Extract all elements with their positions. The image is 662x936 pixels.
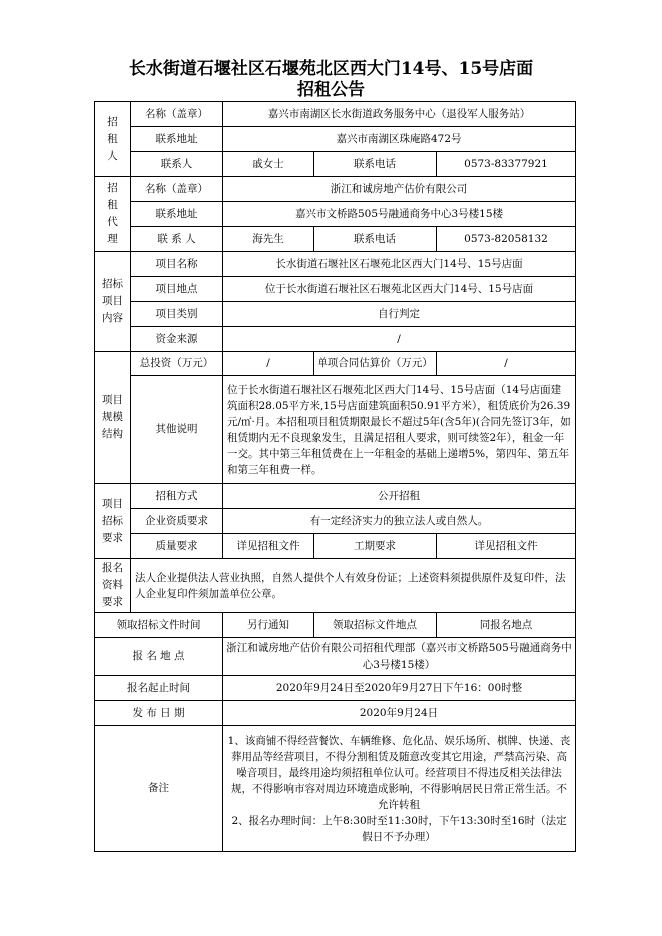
lessor-phone-label: 联系电话 bbox=[314, 152, 437, 177]
remarks-label: 备注 bbox=[95, 726, 223, 852]
agent-phone-label: 联系电话 bbox=[314, 227, 437, 252]
scale-other-text: 位于长水街道石堰社区石堰苑北区西大门14号、15号店面（14号店面建筑面积28.05平方米,15号店面建筑面积50.91平方米），租赁底价为26.39元/㎡·月。本招租项目租赁期限最长不超过5年(含5年)(合同先签订3年，如租赁期内无不良现象发生，且满足招租人要求，则可续签2年），租金一年一交。其中第三年租赁费在上一年租金的基础上递增5%，第四年、第五年和第三年租费一样。 bbox=[223, 376, 576, 484]
scale-total: / bbox=[223, 352, 314, 376]
period-label: 工期要求 bbox=[314, 534, 437, 559]
remarks-item-2: 2、报名办理时间：上午8:30时至11:30时，下午13:30时至16时（法定假日不予办理） bbox=[231, 814, 567, 843]
quality-label: 质量要求 bbox=[131, 534, 223, 559]
docs-time: 另行通知 bbox=[223, 613, 314, 638]
method-label: 招租方式 bbox=[131, 484, 223, 509]
lessor-contact-label: 联系人 bbox=[131, 152, 223, 177]
requirements-section-label: 项目招标要求 bbox=[95, 484, 131, 559]
page-title: 长水街道石堰社区石堰苑北区西大门14号、15号店面 bbox=[128, 59, 534, 79]
docs-place-label: 领取招标文件地点 bbox=[314, 613, 437, 638]
scale-other-label: 其他说明 bbox=[131, 376, 223, 484]
lessor-name-label: 名称（盖章） bbox=[131, 102, 223, 127]
docs-place: 同报名地点 bbox=[437, 613, 576, 638]
project-location-label: 项目地点 bbox=[131, 277, 223, 302]
project-funding: / bbox=[223, 327, 576, 352]
agent-section-label: 招租代理 bbox=[95, 177, 131, 252]
remarks-item-1: 1、该商铺不得经营餐饮、车辆维修、危化品、娱乐场所、棋牌、快递、丧葬用品等经营项目，不得分割租赁及随意改变其它用途，严禁高污染、高噪音项目，最终用途均须招租单位认可。经营项目不得违反相关法律法规，不得影响市容对周边环境造成影响，不得影响居民日常正常生活。不允许转租 bbox=[227, 734, 571, 811]
period-value: 详见招租文件 bbox=[437, 534, 576, 559]
scale-total-label: 总投资（万元） bbox=[131, 352, 223, 376]
agent-contact: 海先生 bbox=[223, 227, 314, 252]
notice-table bbox=[94, 101, 576, 852]
lessor-phone: 0573-83377921 bbox=[437, 152, 576, 177]
agent-name-label: 名称（盖章） bbox=[131, 177, 223, 202]
registration-period-label: 报名起止时间 bbox=[95, 676, 223, 701]
agent-contact-label: 联 系 人 bbox=[131, 227, 223, 252]
project-name: 长水街道石堰社区石堰苑北区西大门14号、15号店面 bbox=[223, 252, 576, 277]
registration-place-label: 报 名 地 点 bbox=[95, 638, 223, 676]
lessor-section-label: 招租人 bbox=[95, 102, 131, 177]
scale-single-label: 单项合同估算价（万元） bbox=[314, 352, 437, 376]
lessor-contact: 戚女士 bbox=[223, 152, 314, 177]
project-section-label: 招标项目内容 bbox=[95, 252, 131, 352]
materials-text: 法人企业提供法人营业执照，自然人提供个人有效身份证；上述资料须提供原件及复印件，法人企业复印件须加盖单位公章。 bbox=[131, 559, 576, 613]
docs-time-label: 领取招标文件时间 bbox=[95, 613, 223, 638]
lessor-name: 嘉兴市南湖区长水街道政务服务中心（退役军人服务站） bbox=[223, 102, 576, 127]
lessor-address-label: 联系地址 bbox=[131, 127, 223, 152]
qualification-value: 有一定经济实力的独立法人或自然人。 bbox=[223, 509, 576, 534]
project-location: 位于长水街道石堰社区石堰苑北区西大门14号、15号店面 bbox=[223, 277, 576, 302]
agent-address-label: 联系地址 bbox=[131, 202, 223, 227]
agent-phone: 0573-82058132 bbox=[437, 227, 576, 252]
scale-single: / bbox=[437, 352, 576, 376]
publish-date-label: 发 布 日 期 bbox=[95, 701, 223, 726]
materials-section-label: 报名资料要求 bbox=[95, 559, 131, 613]
project-funding-label: 资金来源 bbox=[131, 327, 223, 352]
qualification-label: 企业资质要求 bbox=[131, 509, 223, 534]
quality-value: 详见招租文件 bbox=[223, 534, 314, 559]
method-value: 公开招租 bbox=[223, 484, 576, 509]
agent-name: 浙江和诚房地产估价有限公司 bbox=[223, 177, 576, 202]
registration-place: 浙江和诚房地产估价有限公司招租代理部（嘉兴市文桥路505号融通商务中心3号楼15楼） bbox=[223, 638, 576, 676]
publish-date: 2020年9月24日 bbox=[223, 701, 576, 726]
project-type-label: 项目类别 bbox=[131, 302, 223, 327]
remarks-content bbox=[223, 726, 576, 852]
project-name-label: 项目名称 bbox=[131, 252, 223, 277]
page-subtitle: 招租公告 bbox=[297, 80, 365, 100]
agent-address: 嘉兴市文桥路505号融通商务中心3号楼15楼 bbox=[223, 202, 576, 227]
lessor-address: 嘉兴市南湖区珠庵路472号 bbox=[223, 127, 576, 152]
project-type: 自行判定 bbox=[223, 302, 576, 327]
registration-period: 2020年9月24日至2020年9月27日下午16：00时整 bbox=[223, 676, 576, 701]
scale-section-label: 项目规模结构 bbox=[95, 352, 131, 484]
